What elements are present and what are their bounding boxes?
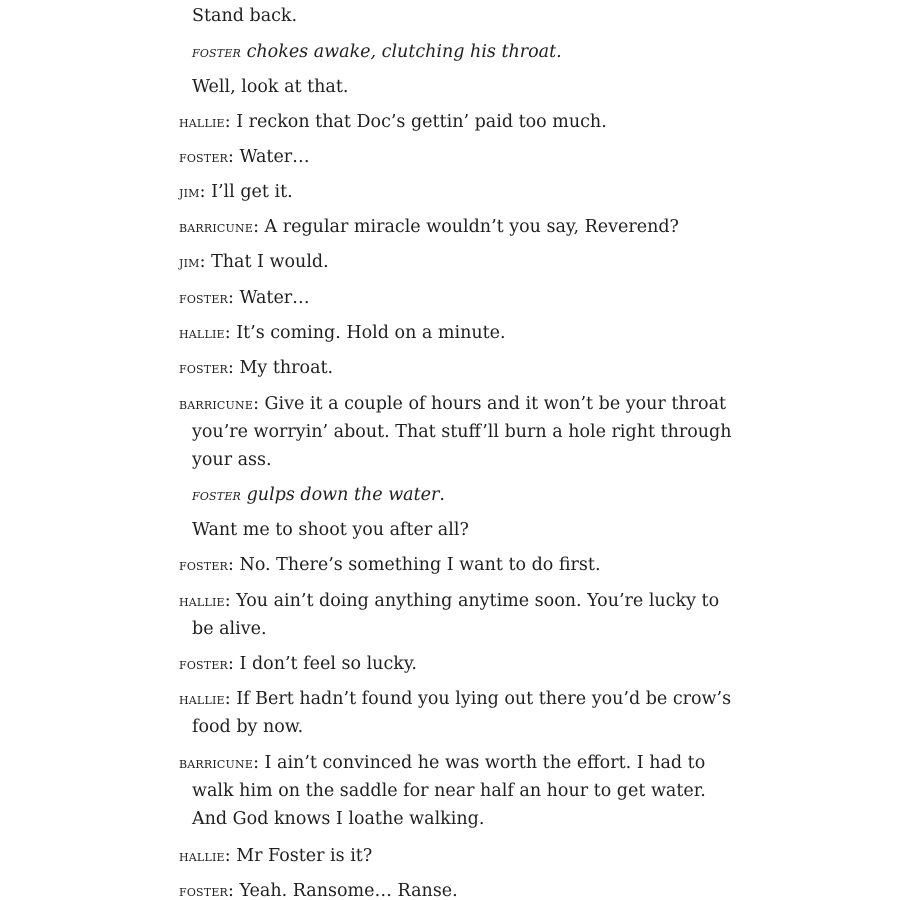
speaker-name: foster	[179, 358, 229, 377]
dialogue-line: hallie: You ain’t doing anything anytime soon. You’re lucky to be alive.	[179, 591, 720, 639]
dialogue-line: hallie: If Bert hadn’t found you lying out there you’d be crow’s food by now.	[179, 689, 732, 737]
speaker-name: barricune	[179, 217, 254, 236]
dialogue-line: foster: I don’t feel so lucky.	[179, 654, 417, 674]
speaker-name: foster	[179, 555, 229, 574]
dialogue-line: jim: I’ll get it.	[179, 182, 293, 202]
dialogue-line: hallie: It’s coming. Hold on a minute.	[179, 323, 506, 343]
speaker-name: hallie	[179, 323, 225, 342]
speaker-name: hallie	[179, 846, 225, 865]
dialogue-line: foster: No. There’s something I want to do first.	[179, 555, 601, 575]
dialogue-line: foster: My throat.	[179, 358, 334, 378]
speaker-name: foster	[192, 42, 242, 61]
speaker-name: foster	[192, 485, 242, 504]
dialogue-line: barricune: Give it a couple of hours and it won’t be your throat you’re worryin’ about. That stuff’ll burn a hole right through your ass.	[179, 394, 732, 470]
dialogue-line: barricune: A regular miracle wouldn’t you say, Reverend?	[179, 217, 679, 237]
speaker-name: jim	[179, 252, 200, 271]
dialogue-line: foster: Water…	[179, 288, 310, 308]
dialogue-line: jim: That I would.	[179, 252, 329, 272]
speaker-name: jim	[179, 182, 200, 201]
speaker-name: foster	[179, 288, 229, 307]
speaker-name: foster	[179, 881, 229, 900]
dialogue-line: hallie: Mr Foster is it?	[179, 846, 373, 866]
speaker-name: foster	[179, 147, 229, 166]
dialogue-continuation: Want me to shoot you after all?	[192, 520, 469, 540]
speaker-name: hallie	[179, 591, 225, 610]
speaker-name: foster	[179, 654, 229, 673]
speaker-name: hallie	[179, 112, 225, 131]
dialogue-line: barricune: I ain’t convinced he was worth the effort. I had to walk him on the saddle for near half an hour to get water. And God knows I loathe walking.	[179, 753, 706, 829]
stage-direction: foster chokes awake, clutching his throat.	[192, 42, 562, 62]
dialogue-line: foster: Water…	[179, 147, 310, 167]
stage-direction: foster gulps down the water.	[192, 485, 445, 505]
speaker-name: barricune	[179, 394, 254, 413]
dialogue-line: hallie: I reckon that Doc’s gettin’ paid too much.	[179, 112, 607, 132]
dialogue-continuation: Stand back.	[192, 6, 298, 26]
speaker-name: hallie	[179, 689, 225, 708]
speaker-name: barricune	[179, 753, 254, 772]
dialogue-continuation: Well, look at that.	[192, 77, 349, 97]
dialogue-line: foster: Yeah. Ransome… Ranse.	[179, 881, 458, 900]
